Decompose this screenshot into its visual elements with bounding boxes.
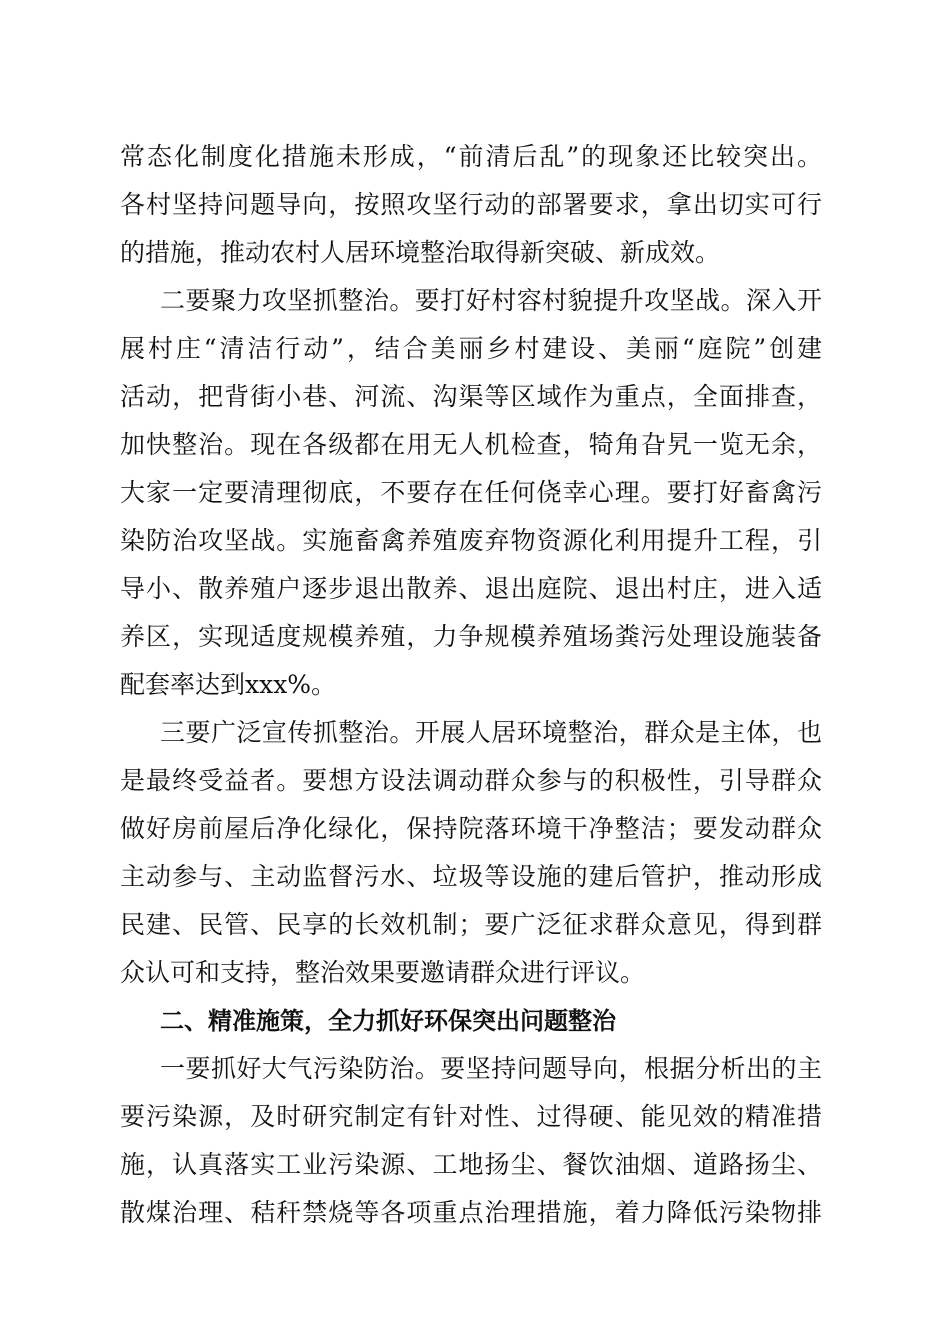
- text-line: 要污染源，及时研究制定有针对性、过得硬、能见效的精准措: [120, 1102, 822, 1131]
- text-line: 做好房前屋后净化绿化，保持院落环境干净整洁；要发动群众: [120, 814, 822, 843]
- text-line: 众认可和支持，整治效果要邀请群众进行评议。: [120, 958, 646, 987]
- text-line: 活动，把背街小巷、河流、沟渠等区域作为重点，全面排查，: [120, 382, 822, 411]
- text-line: 民建、民管、民享的长效机制；要广泛征求群众意见，得到群: [120, 910, 822, 939]
- text-line: 染防治攻坚战。实施畜禽养殖废弃物资源化利用提升工程，引: [120, 526, 822, 555]
- text-line: 导小、散养殖户逐步退出散养、退出庭院、退出村庄，进入适: [120, 574, 822, 603]
- text-line: 配套率达到xxx%。: [120, 670, 337, 699]
- section-heading: 二、精准施策，全力抓好环保突出问题整治: [160, 1007, 616, 1035]
- text-line: 加快整治。现在各级都在用无人机检查，犄角旮旯一览无余，: [120, 430, 822, 459]
- text-line: 是最终受益者。要想方设法调动群众参与的积极性，引导群众: [120, 766, 822, 795]
- text-line: 的措施，推动农村人居环境整治取得新突破、新成效。: [120, 238, 721, 267]
- paragraph-first-line: 一要抓好大气污染防治。要坚持问题导向，根据分析出的主: [160, 1054, 822, 1083]
- text-line: 各村坚持问题导向，按照攻坚行动的部署要求，拿出切实可行: [120, 190, 822, 219]
- text-line: 展村庄“清洁行动”，结合美丽乡村建设、美丽“庭院”创建: [120, 334, 822, 363]
- paragraph-first-line: 二要聚力攻坚抓整治。要打好村容村貌提升攻坚战。深入开: [160, 286, 822, 315]
- text-line: 施，认真落实工业污染源、工地扬尘、餐饮油烟、道路扬尘、: [120, 1150, 822, 1179]
- text-line: 主动参与、主动监督污水、垃圾等设施的建后管护，推动形成: [120, 862, 822, 891]
- text-line: 常态化制度化措施未形成，“前清后乱”的现象还比较突出。: [120, 142, 822, 171]
- text-line: 散煤治理、秸秆禁烧等各项重点治理措施，着力降低污染物排: [120, 1198, 822, 1227]
- text-line: 养区，实现适度规模养殖，力争规模养殖场粪污处理设施装备: [120, 622, 822, 651]
- text-line: 大家一定要清理彻底，不要存在任何侥幸心理。要打好畜禽污: [120, 478, 822, 507]
- paragraph-first-line: 三要广泛宣传抓整治。开展人居环境整治，群众是主体，也: [160, 718, 822, 747]
